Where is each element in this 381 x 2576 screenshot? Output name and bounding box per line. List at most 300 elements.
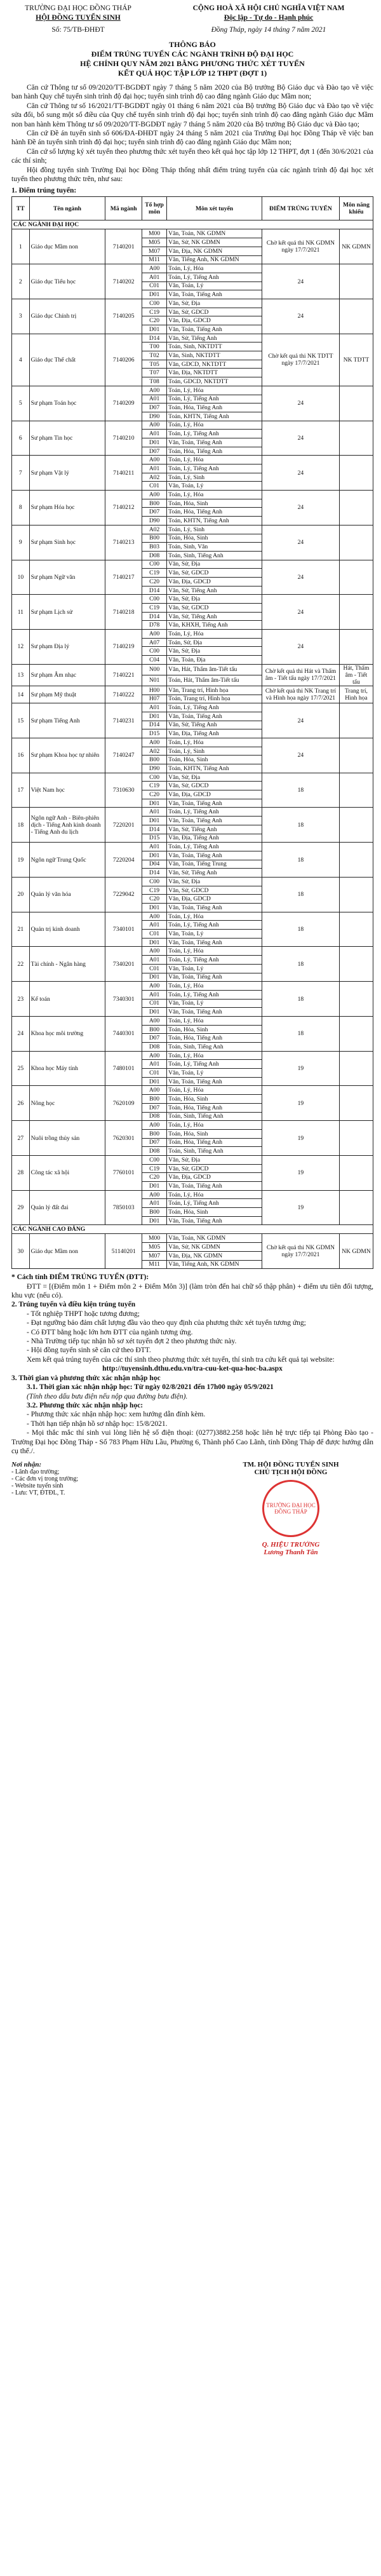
combination-code: C01 [142, 1069, 167, 1078]
intro-paragraphs [11, 83, 373, 184]
subject-list: Toán, Hóa, Sinh [167, 1208, 262, 1217]
subject-list: Văn, Sử, Địa [167, 647, 262, 656]
combination-code: A01 [142, 843, 167, 851]
subject-list: Toán, Sử, Địa [167, 638, 262, 647]
combination-code: D14 [142, 825, 167, 834]
aptitude-subject [339, 525, 373, 560]
major-code: 7229042 [105, 877, 142, 912]
subject-list: Văn, Toán, Lý [167, 964, 262, 973]
subject-list: Văn, Sử, Tiếng Anh [167, 612, 262, 621]
table-row [12, 1234, 373, 1243]
admission-score: 19 [262, 1190, 339, 1225]
intro-paragraph: Hội đồng tuyển sinh Trường Đại học Đồng Tháp thống nhất điểm trúng tuyển của các ngành trình độ đại học xét tuyển theo phương thức trên, như sau: [11, 166, 373, 184]
combination-code: D01 [142, 938, 167, 947]
subject-list: Văn, Sử, NK GDMN [167, 238, 262, 247]
combination-code: C04 [142, 656, 167, 665]
subject-list: Toán, Lý, Tiếng Anh [167, 464, 262, 473]
subject-list: Văn, Hát, Thẩm âm-Tiết tấu [167, 664, 262, 675]
combination-code: D14 [142, 586, 167, 595]
subject-list: Văn, GDCD, NKTDTT [167, 360, 262, 369]
major-code: 7140210 [105, 421, 142, 456]
major-code: 7310630 [105, 773, 142, 808]
aptitude-subject [339, 1051, 373, 1086]
subject-list: Văn, Toán, Tiếng Anh [167, 290, 262, 299]
row-number: 17 [12, 773, 30, 808]
table-row [12, 738, 373, 747]
aptitude-subject [339, 877, 373, 912]
table-row [12, 421, 373, 430]
aptitude-subject [339, 595, 373, 630]
national-motto: Độc lập - Tự do - Hạnh phúc [224, 14, 314, 22]
row-number: 21 [12, 912, 30, 947]
table-row [12, 525, 373, 534]
table-row [12, 630, 373, 639]
aptitude-subject [339, 456, 373, 491]
table-row [12, 773, 373, 782]
subject-list: Toán, Lý, Sinh [167, 747, 262, 756]
aptitude-subject [339, 773, 373, 808]
admission-score: 19 [262, 1051, 339, 1086]
section-3-2-item: - Phương thức xác nhận nhập học: xem hướng dẫn đính kèm. [27, 1411, 206, 1419]
major-code: 7140211 [105, 456, 142, 491]
admission-score: 18 [262, 808, 339, 843]
combination-code: A01 [142, 1060, 167, 1069]
combination-code: T02 [142, 351, 167, 360]
subject-list: Văn, Sử, NK GDMN [167, 1243, 262, 1252]
combination-code: A02 [142, 747, 167, 756]
major-code: 7140212 [105, 491, 142, 525]
subject-list: Văn, Trang trí, Hình họa [167, 686, 262, 695]
section-label: CÁC NGÀNH CAO ĐẲNG [12, 1225, 373, 1234]
table-row [12, 843, 373, 851]
subject-list: Văn, Sử, GDCD [167, 886, 262, 895]
document-title [11, 40, 373, 78]
major-code: 7440301 [105, 1016, 142, 1051]
subject-list: Toán, KHTN, Tiếng Anh [167, 412, 262, 421]
combination-code: N00 [142, 664, 167, 675]
combination-code: D01 [142, 712, 167, 721]
subject-list: Văn, Sinh, NKTDTT [167, 351, 262, 360]
subject-list: Toán, Lý, Hóa [167, 491, 262, 499]
table-section-row [12, 220, 373, 229]
subject-list: Văn, Toán, Tiếng Anh [167, 851, 262, 860]
subject-list: Văn, Địa, GDCD [167, 1173, 262, 1182]
combination-code: D08 [142, 1112, 167, 1121]
combination-code: M00 [142, 229, 167, 238]
subject-list: Văn, Sử, GDCD [167, 604, 262, 613]
combination-code: B00 [142, 1025, 167, 1034]
row-number: 12 [12, 630, 30, 665]
subject-list: Toán, Lý, Hóa [167, 456, 262, 464]
combination-code: D90 [142, 764, 167, 773]
combination-code: T07 [142, 369, 167, 377]
combination-code: B00 [142, 1129, 167, 1138]
subject-list: Toán, Sinh, NKTDTT [167, 342, 262, 351]
subject-list: Văn, KHXH, Tiếng Anh [167, 621, 262, 630]
row-number: 10 [12, 560, 30, 595]
major-name: Giáo dục Mầm non [29, 1234, 105, 1269]
section-2-item: - Tốt nghiệp THPT hoặc tương đương; [27, 1310, 140, 1318]
combination-code: D07 [142, 447, 167, 456]
combination-code: A01 [142, 808, 167, 817]
aptitude-subject [339, 299, 373, 334]
combination-code: C20 [142, 1173, 167, 1182]
calc-title: * Cách tính ĐIỂM TRÚNG TUYỂN (ĐTT): [11, 1273, 149, 1282]
subject-list: Văn, Địa, GDCD [167, 316, 262, 325]
subject-list: Văn, Toán, Tiếng Anh [167, 712, 262, 721]
combination-code: A01 [142, 1199, 167, 1208]
major-code: 7140209 [105, 386, 142, 421]
combination-code: D08 [142, 1043, 167, 1052]
section-2-item: - Nhà Trường tiếp tục nhận hồ sơ xét tuyển đợt 2 theo phương thức này. [27, 1338, 237, 1346]
table-row [12, 1155, 373, 1164]
section-1-title: 1. Điểm trúng tuyển: [11, 187, 77, 195]
table-row [12, 1086, 373, 1095]
combination-code: A00 [142, 491, 167, 499]
subject-list: Văn, Sử, Địa [167, 1155, 262, 1164]
subject-list: Văn, Toán, Tiếng Anh [167, 973, 262, 982]
row-number: 22 [12, 947, 30, 982]
combination-code: A00 [142, 1051, 167, 1060]
major-code: 7850103 [105, 1190, 142, 1225]
row-number: 9 [12, 525, 30, 560]
combination-code: C00 [142, 560, 167, 569]
aptitude-subject [339, 560, 373, 595]
combination-code: C00 [142, 1155, 167, 1164]
major-code: 7220204 [105, 843, 142, 878]
subject-list: Toán, Hóa, Sinh [167, 1129, 262, 1138]
subject-list: Văn, Toán, NK GDMN [167, 229, 262, 238]
subject-list: Văn, Toán, Tiếng Anh [167, 799, 262, 808]
subject-list: Văn, Toán, Lý [167, 999, 262, 1008]
combination-code: A01 [142, 464, 167, 473]
table-row [12, 560, 373, 569]
subject-list: Toán, Hóa, Tiếng Anh [167, 403, 262, 412]
subject-list: Toán, Lý, Hóa [167, 1016, 262, 1025]
row-number: 4 [12, 334, 30, 386]
subject-list: Toán, Hóa, Tiếng Anh [167, 447, 262, 456]
major-name: Sư phạm Ngữ văn [29, 560, 105, 595]
subject-list: Toán, Lý, Hóa [167, 421, 262, 430]
subject-list: Toán, Lý, Hóa [167, 630, 262, 639]
recipient-item: - Các đơn vị trong trường; [11, 1475, 79, 1483]
admission-score: 18 [262, 982, 339, 1017]
combination-code: A00 [142, 1190, 167, 1199]
table-row [12, 229, 373, 238]
combination-code: C00 [142, 773, 167, 782]
aptitude-subject [339, 947, 373, 982]
row-number: 6 [12, 421, 30, 456]
section-3-1-sub: (Tính theo dấu bưu điện nếu nộp qua đường bưu điện). [27, 1392, 188, 1400]
subject-list: Văn, Sử, Tiếng Anh [167, 721, 262, 729]
major-code: 7480101 [105, 1051, 142, 1086]
major-name: Khoa học môi trường [29, 1016, 105, 1051]
combination-code: C19 [142, 1164, 167, 1173]
signer-org-line-1: TM. HỘI ĐỒNG TUYỂN SINH [243, 1461, 339, 1469]
combination-code: C01 [142, 482, 167, 491]
major-name: Ngôn ngữ Trung Quốc [29, 843, 105, 878]
intro-paragraph: Căn cứ Đề án tuyển sinh số 606/ĐA-ĐHĐT ngày 24 tháng 5 năm 2021 của Trường Đại học Đồng Tháp về việc ban hành Đề án tuyển sinh trình độ đại học; tuyển sinh trình độ cao đẳng ngành Giáo dục Mầm non; [11, 130, 373, 147]
combination-code: D14 [142, 334, 167, 342]
row-number: 29 [12, 1190, 30, 1225]
combination-code: A00 [142, 1086, 167, 1095]
table-header-row [12, 197, 373, 220]
intro-paragraph: Căn cứ Thông tư số 09/2020/TT-BGDĐT ngày 7 tháng 5 năm 2020 của Bộ trưởng Bộ Giáo dục và Đào tạo về việc ban hành Quy chế tuyển sinh trình độ đại học; tuyển sinh trình độ cao đẳng ngành Giáo dục Mầm non; [11, 84, 373, 101]
combination-code: B00 [142, 756, 167, 764]
row-number: 16 [12, 738, 30, 773]
aptitude-subject [339, 1086, 373, 1121]
subject-list: Văn, Toán, Tiếng Anh [167, 1182, 262, 1191]
major-code: 7140201 [105, 229, 142, 264]
subject-list: Văn, Địa, Tiếng Anh [167, 834, 262, 843]
issuer-block [11, 4, 145, 35]
combination-code: C00 [142, 877, 167, 886]
section-2-item: - Đạt ngưỡng bảo đảm chất lượng đầu vào theo quy định của phương thức xét tuyển tương ứng; [27, 1319, 306, 1327]
aptitude-subject [339, 421, 373, 456]
major-code: 7140213 [105, 525, 142, 560]
document-header [11, 4, 373, 35]
combination-code: A00 [142, 264, 167, 273]
signer-role: Q. HIỆU TRƯỞNG [262, 1541, 320, 1549]
subject-list: Văn, Toán, Tiếng Trung [167, 860, 262, 869]
combination-code: A01 [142, 273, 167, 281]
major-name: Sư phạm Khoa học tự nhiên [29, 738, 105, 773]
subject-list: Toán, Sinh, Tiếng Anh [167, 1043, 262, 1052]
combination-code: A07 [142, 638, 167, 647]
major-name: Sư phạm Âm nhạc [29, 664, 105, 686]
row-number: 1 [12, 229, 30, 264]
admission-score: 18 [262, 947, 339, 982]
subject-list: Văn, Địa, Tiếng Anh [167, 729, 262, 738]
subject-list: Toán, Sinh, Tiếng Anh [167, 551, 262, 560]
major-code: 7140222 [105, 686, 142, 703]
combination-code: M11 [142, 255, 167, 264]
subject-list: Toán, Lý, Hóa [167, 947, 262, 956]
signature-section [11, 1461, 373, 1556]
major-name: Sư phạm Tiếng Anh [29, 703, 105, 738]
major-name: Nuôi trồng thủy sản [29, 1121, 105, 1156]
aptitude-subject [339, 1121, 373, 1156]
recipient-item: - Website tuyển sinh [11, 1482, 64, 1490]
document-number: Số: 75/TB-ĐHĐT [51, 26, 105, 34]
major-name: Quản lý đất đai [29, 1190, 105, 1225]
subject-list: Toán, Hóa, Sinh [167, 1095, 262, 1104]
combination-code: M07 [142, 247, 167, 255]
aptitude-subject [339, 703, 373, 738]
row-number: 27 [12, 1121, 30, 1156]
admission-score: Chờ kết quả thi NK TDTT ngày 17/7/2021 [262, 334, 339, 386]
score-table [11, 196, 373, 1269]
title-line-1: THÔNG BÁO [169, 40, 216, 49]
combination-code: D14 [142, 721, 167, 729]
combination-code: A00 [142, 982, 167, 991]
subject-list: Văn, Toán, Địa [167, 656, 262, 665]
table-row [12, 686, 373, 695]
col-header-subjects: Môn xét tuyển [167, 197, 262, 220]
subject-list: Toán, Lý, Tiếng Anh [167, 395, 262, 403]
row-number: 24 [12, 1016, 30, 1051]
subject-list: Toán, Hóa, Sinh [167, 756, 262, 764]
admission-score: 24 [262, 421, 339, 456]
combination-code: C01 [142, 999, 167, 1008]
combination-code: C01 [142, 964, 167, 973]
major-code: 7140202 [105, 264, 142, 299]
table-row [12, 703, 373, 712]
row-number: 5 [12, 386, 30, 421]
subject-list: Văn, Sử, Địa [167, 560, 262, 569]
combination-code: B03 [142, 543, 167, 552]
combination-code: D14 [142, 612, 167, 621]
combination-code: D08 [142, 1147, 167, 1156]
row-number: 11 [12, 595, 30, 630]
issuer-university: TRƯỜNG ĐẠI HỌC ĐỒNG THÁP [25, 4, 131, 12]
combination-code: D01 [142, 904, 167, 912]
major-code: 7140219 [105, 630, 142, 665]
subject-list: Toán, Lý, Tiếng Anh [167, 703, 262, 712]
row-number: 18 [12, 808, 30, 843]
col-header-major-code: Mã ngành [105, 197, 142, 220]
admission-score: 18 [262, 877, 339, 912]
subject-list: Toán, Lý, Hóa [167, 912, 262, 921]
admission-score: 24 [262, 386, 339, 421]
subject-list: Văn, Toán, Tiếng Anh [167, 904, 262, 912]
col-header-score: ĐIỂM TRÚNG TUYỂN [262, 197, 339, 220]
subject-list: Toán, Lý, Tiếng Anh [167, 273, 262, 281]
combination-code: D01 [142, 973, 167, 982]
aptitude-subject: NK TDTT [339, 334, 373, 386]
subject-list: Văn, Toán, Tiếng Anh [167, 938, 262, 947]
major-name: Khoa học Máy tính [29, 1051, 105, 1086]
subject-list: Toán, Lý, Hóa [167, 1051, 262, 1060]
subject-list: Văn, Sử, GDCD [167, 1164, 262, 1173]
aptitude-subject [339, 808, 373, 843]
major-code: 7140231 [105, 703, 142, 738]
major-code: 7340101 [105, 912, 142, 947]
major-name: Tài chính - Ngân hàng [29, 947, 105, 982]
signer-org-line-2: CHỦ TỊCH HỘI ĐỒNG [254, 1468, 328, 1477]
subject-list: Toán, Lý, Tiếng Anh [167, 808, 262, 817]
combination-code: C19 [142, 569, 167, 578]
subject-list: Toán, Lý, Tiếng Anh [167, 1199, 262, 1208]
table-row [12, 299, 373, 308]
aptitude-subject [339, 386, 373, 421]
recipients-block [11, 1461, 157, 1556]
major-name: Ngôn ngữ Anh - Biên-phiên dịch - Tiếng Anh kinh doanh - Tiếng Anh du lịch [29, 808, 105, 843]
major-name: Sư phạm Tin học [29, 421, 105, 456]
admission-score: 24 [262, 525, 339, 560]
row-number: 26 [12, 1086, 30, 1121]
subject-list: Toán, Lý, Tiếng Anh [167, 430, 262, 438]
national-name: CỘNG HOÀ XÃ HỘI CHỦ NGHĨA VIỆT NAM [192, 4, 345, 12]
calc-text: ĐTT = [(Điểm môn 1 + Điểm môn 2 + Điểm Môn 3)] (làm tròn đến hai chữ số thập phân) + điểm ưu tiên đối tượng, khu vực (nếu có). [11, 1282, 373, 1300]
recipient-item: - Lưu: VT, ĐTĐL, T. [11, 1489, 65, 1497]
admission-score: 24 [262, 595, 339, 630]
combination-code: C00 [142, 299, 167, 308]
combination-code: C19 [142, 886, 167, 895]
subject-list: Toán, Sinh, Tiếng Anh [167, 1112, 262, 1121]
combination-code: A01 [142, 990, 167, 999]
table-row [12, 912, 373, 921]
subject-list: Văn, Toán, Tiếng Anh [167, 1216, 262, 1225]
combination-code: C20 [142, 577, 167, 586]
major-code: 7140217 [105, 560, 142, 595]
combination-code: A00 [142, 630, 167, 639]
combination-code: D08 [142, 551, 167, 560]
combination-code: D01 [142, 1008, 167, 1017]
subject-list: Toán, Lý, Tiếng Anh [167, 990, 262, 999]
admission-score: 24 [262, 264, 339, 299]
major-code: 7140247 [105, 738, 142, 773]
major-name: Sư phạm Hóa học [29, 491, 105, 525]
subject-list: Toán, Lý, Sinh [167, 525, 262, 534]
subject-list: Văn, Sử, GDCD [167, 782, 262, 790]
combination-code: D01 [142, 1216, 167, 1225]
combination-code: A01 [142, 921, 167, 930]
aptitude-subject: NK GDMN [339, 229, 373, 264]
combination-code: D90 [142, 517, 167, 525]
subject-list: Toán, Lý, Hóa [167, 1190, 262, 1199]
combination-code: A00 [142, 1121, 167, 1130]
combination-code: D07 [142, 508, 167, 517]
combination-code: A01 [142, 395, 167, 403]
table-row [12, 877, 373, 886]
combination-code: D07 [142, 1103, 167, 1112]
combination-code: A00 [142, 947, 167, 956]
recipient-item: - Lãnh đạo trường; [11, 1468, 60, 1476]
combination-code: D07 [142, 1034, 167, 1043]
subject-list: Văn, Sử, Tiếng Anh [167, 825, 262, 834]
subject-list: Văn, Tiếng Anh, NK GDMN [167, 255, 262, 264]
aptitude-subject: Hát, Thẩm âm - Tiết tấu [339, 664, 373, 686]
major-name: Công tác xã hội [29, 1155, 105, 1190]
combination-code: A00 [142, 738, 167, 747]
section-2-item: Xem kết quả trúng tuyển của các thí sinh theo phương thức xét tuyển, thí sinh tra cứu kết quả tại website: [27, 1355, 335, 1364]
table-row [12, 491, 373, 499]
subject-list: Toán, Lý, Tiếng Anh [167, 956, 262, 965]
subject-list: Toán, Hóa, Tiếng Anh [167, 508, 262, 517]
combination-code: A00 [142, 912, 167, 921]
section-2-item: - Có ĐTT bằng hoặc lớn hơn ĐTT của ngành tương ứng. [27, 1328, 193, 1336]
subject-list: Văn, Toán, Tiếng Anh [167, 1077, 262, 1086]
aptitude-subject [339, 1155, 373, 1190]
subject-list: Toán, Lý, Hóa [167, 982, 262, 991]
major-code: 7220201 [105, 808, 142, 843]
combination-code: A00 [142, 1016, 167, 1025]
combination-code: D01 [142, 438, 167, 447]
combination-code: A00 [142, 386, 167, 395]
subject-list: Văn, Toán, Lý [167, 281, 262, 290]
subject-list: Văn, Sử, Tiếng Anh [167, 334, 262, 342]
aptitude-subject [339, 1190, 373, 1225]
major-name: Giáo dục Mầm non [29, 229, 105, 264]
subject-list: Toán, Hóa, Sinh [167, 499, 262, 508]
table-section-row [12, 1225, 373, 1234]
combination-code: T05 [142, 360, 167, 369]
intro-paragraph: Căn cứ Thông tư số 16/2021/TT-BGDĐT ngày 01 tháng 6 năm 2021 của Bộ trưởng Bộ Giáo dục và Đào tạo về việc sửa đổi, bổ sung một số điều của Quy chế tuyển sinh trình độ đại học; tuyển sinh trình độ cao đẳng ngành Giáo dục Mầm non ban hành kèm Thông tư số 09/2020/TT-BGDĐT ngày 7 tháng 5 năm 2020 của Bộ trưởng Bộ Giáo dục và Đào tạo; [11, 102, 373, 128]
combination-code: C00 [142, 647, 167, 656]
admission-score: 24 [262, 299, 339, 334]
combination-code: H07 [142, 695, 167, 703]
major-code: 7140206 [105, 334, 142, 386]
table-row [12, 808, 373, 817]
notes-section [11, 1273, 373, 1456]
combination-code: D01 [142, 1182, 167, 1191]
result-lookup-link[interactable]: http://tuyensinh.dthu.edu.vn/tra-cuu-ket-qua-hoc-ba.aspx [102, 1365, 283, 1373]
combination-code: A01 [142, 430, 167, 438]
combination-code: C00 [142, 595, 167, 604]
subject-list: Toán, Lý, Tiếng Anh [167, 843, 262, 851]
intro-paragraph: Căn cứ số lượng ký xét tuyển theo phương thức xét tuyển theo kết quả học tập lớp 12 THPT, đợt 1 (đến 30/6/2021 của các thí sinh; [11, 147, 373, 165]
